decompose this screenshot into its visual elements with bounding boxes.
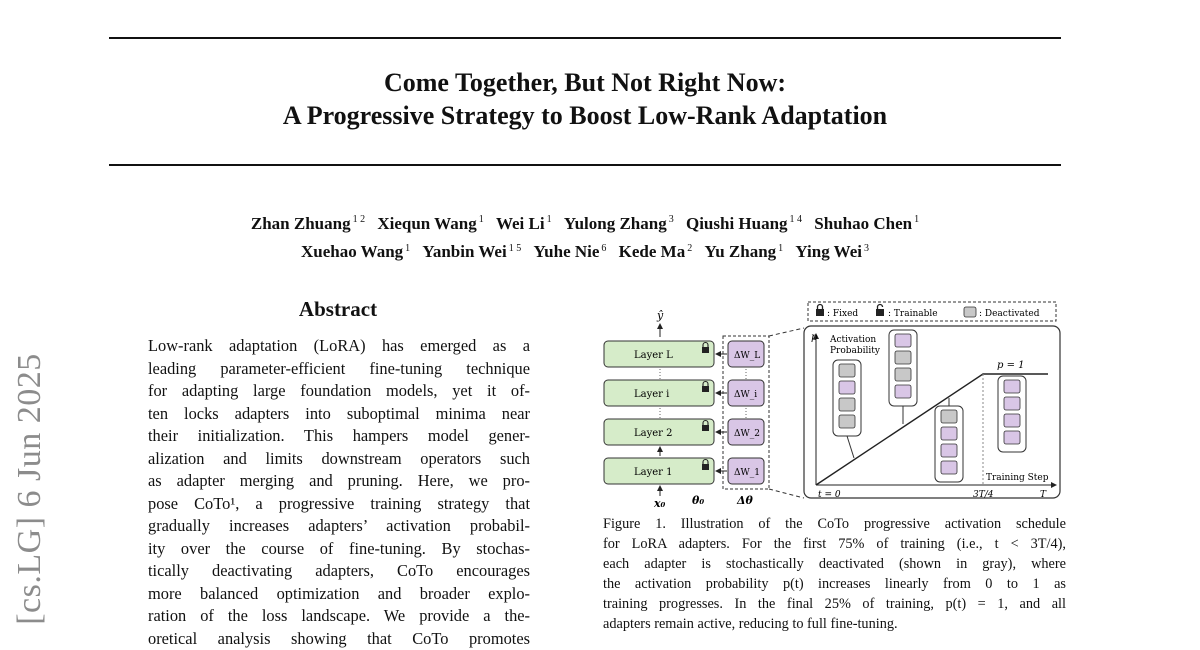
x-tick-0: t = 0 xyxy=(818,490,841,500)
y-axis-title-1: Activation xyxy=(829,335,876,345)
author: Wei Li $^1$ xyxy=(496,214,552,233)
author: Kede Ma $^2$ xyxy=(619,242,693,261)
y-axis-title-2: Probability xyxy=(830,346,881,356)
legend-trainable: : Trainable xyxy=(888,309,938,319)
x-tick-1: 3T/4 xyxy=(973,490,994,500)
x-tick-2: T xyxy=(1040,490,1047,500)
legend-deactivated: : Deactivated xyxy=(979,309,1040,319)
author: Yuhe Nie $^6$ xyxy=(533,242,606,261)
theta-label: θ₀ xyxy=(692,494,704,507)
caption-line: training progresses. In the final 25% of training, p(t) = 1, and all xyxy=(603,594,1066,614)
delta-theta-label: Δθ xyxy=(736,494,754,507)
caption-line: Figure 1. Illustration of the CoTo progressive activation schedule xyxy=(603,514,1066,534)
title-line-2: A Progressive Strategy to Boost Low-Rank Adaptation xyxy=(109,99,1061,132)
adapter-stack xyxy=(935,398,963,482)
author: Qiushi Huang $^{1 4}$ xyxy=(686,214,802,233)
author: Zhan Zhuang $^{1 2}$ xyxy=(251,214,365,233)
layer-label: Layer i xyxy=(634,389,669,400)
author: Yulong Zhang $^3$ xyxy=(564,214,674,233)
abstract-line: ity over the course of fine-tuning. By stochas- xyxy=(148,538,530,561)
title-bottom-rule xyxy=(109,164,1061,166)
title-line-1: Come Together, But Not Right Now: xyxy=(109,66,1061,99)
abstract-line: alization and limits downstream operators such xyxy=(148,448,530,471)
abstract-line: pose CoTo¹, a progressive training strategy that xyxy=(148,493,530,516)
x-axis-title: Training Step xyxy=(986,473,1049,483)
layer-label: Layer 1 xyxy=(634,467,673,478)
output-label: ŷ xyxy=(656,309,664,322)
adapter-label: ΔW_L xyxy=(734,351,760,361)
abstract-line: as adapter merging and pruning. Here, we pro- xyxy=(148,470,530,493)
adapter-label: ΔW_i xyxy=(734,390,757,400)
lock-open-icon xyxy=(876,305,884,317)
author-line-1 xyxy=(109,207,1061,236)
adapter-label: ΔW_2 xyxy=(734,429,760,439)
abstract-line: leading parameter-efficient fine-tuning technique xyxy=(148,358,530,381)
author-list xyxy=(109,207,1061,264)
caption-line: each adapter is stochastically deactivated (shown in gray), where xyxy=(603,554,1066,574)
top-rule xyxy=(109,37,1061,39)
abstract-body xyxy=(148,335,530,650)
layer-label: Layer L xyxy=(634,350,673,361)
caption-line: adapters remain active, reducing to full fine-tuning. xyxy=(603,614,1066,634)
abstract-line: tically deactivating adapters, CoTo encourages xyxy=(148,560,530,583)
paper-title xyxy=(109,66,1061,132)
abstract-line: their initialization. This hampers model gener- xyxy=(148,425,530,448)
p-one-label: p = 1 xyxy=(997,360,1025,371)
caption-line: for LoRA adapters. For the first 75% of training (i.e., t < 3T/4), xyxy=(603,534,1066,554)
model-architecture xyxy=(604,309,769,510)
abstract-line: for adapting large foundation models, yet it of- xyxy=(148,380,530,403)
deactivated-swatch xyxy=(964,307,976,317)
author: Yu Zhang $^1$ xyxy=(704,242,783,261)
adapter-label: ΔW_1 xyxy=(734,468,760,478)
author: Xuehao Wang $^1$ xyxy=(301,242,410,261)
figure-1 xyxy=(598,300,1068,512)
activation-plot xyxy=(804,326,1060,500)
abstract-line: ration of the loss landscape. We provide a the- xyxy=(148,605,530,628)
author: Xiequn Wang $^1$ xyxy=(377,214,483,233)
author: Yanbin Wei $^{1 5}$ xyxy=(422,242,521,261)
legend-fixed: : Fixed xyxy=(827,309,858,319)
y-axis-label: p xyxy=(811,332,818,343)
author-line-2 xyxy=(109,236,1061,265)
lock-closed-icon xyxy=(816,305,824,317)
abstract-line: ten locks adapters into suboptimal minima near xyxy=(148,403,530,426)
figure-legend xyxy=(808,302,1056,321)
abstract-line: more balanced optimization and broader explo- xyxy=(148,583,530,606)
author: Ying Wei $^3$ xyxy=(795,242,869,261)
arxiv-stamp: [cs.LG] 6 Jun 2025 xyxy=(11,339,49,639)
figure-caption xyxy=(603,514,1066,634)
input-label: x₀ xyxy=(653,497,666,510)
abstract-heading: Abstract xyxy=(148,297,528,322)
caption-line: the activation probability p(t) increases linearly from 0 to 1 as xyxy=(603,574,1066,594)
author: Shuhao Chen $^1$ xyxy=(814,214,919,233)
layer-label: Layer 2 xyxy=(634,428,673,439)
abstract-line: gradually increases adapters’ activation probabil- xyxy=(148,515,530,538)
abstract-line: Low-rank adaptation (LoRA) has emerged as a xyxy=(148,335,530,358)
adapter-stack xyxy=(998,376,1026,452)
abstract-line: oretical analysis showing that CoTo promotes xyxy=(148,628,530,650)
